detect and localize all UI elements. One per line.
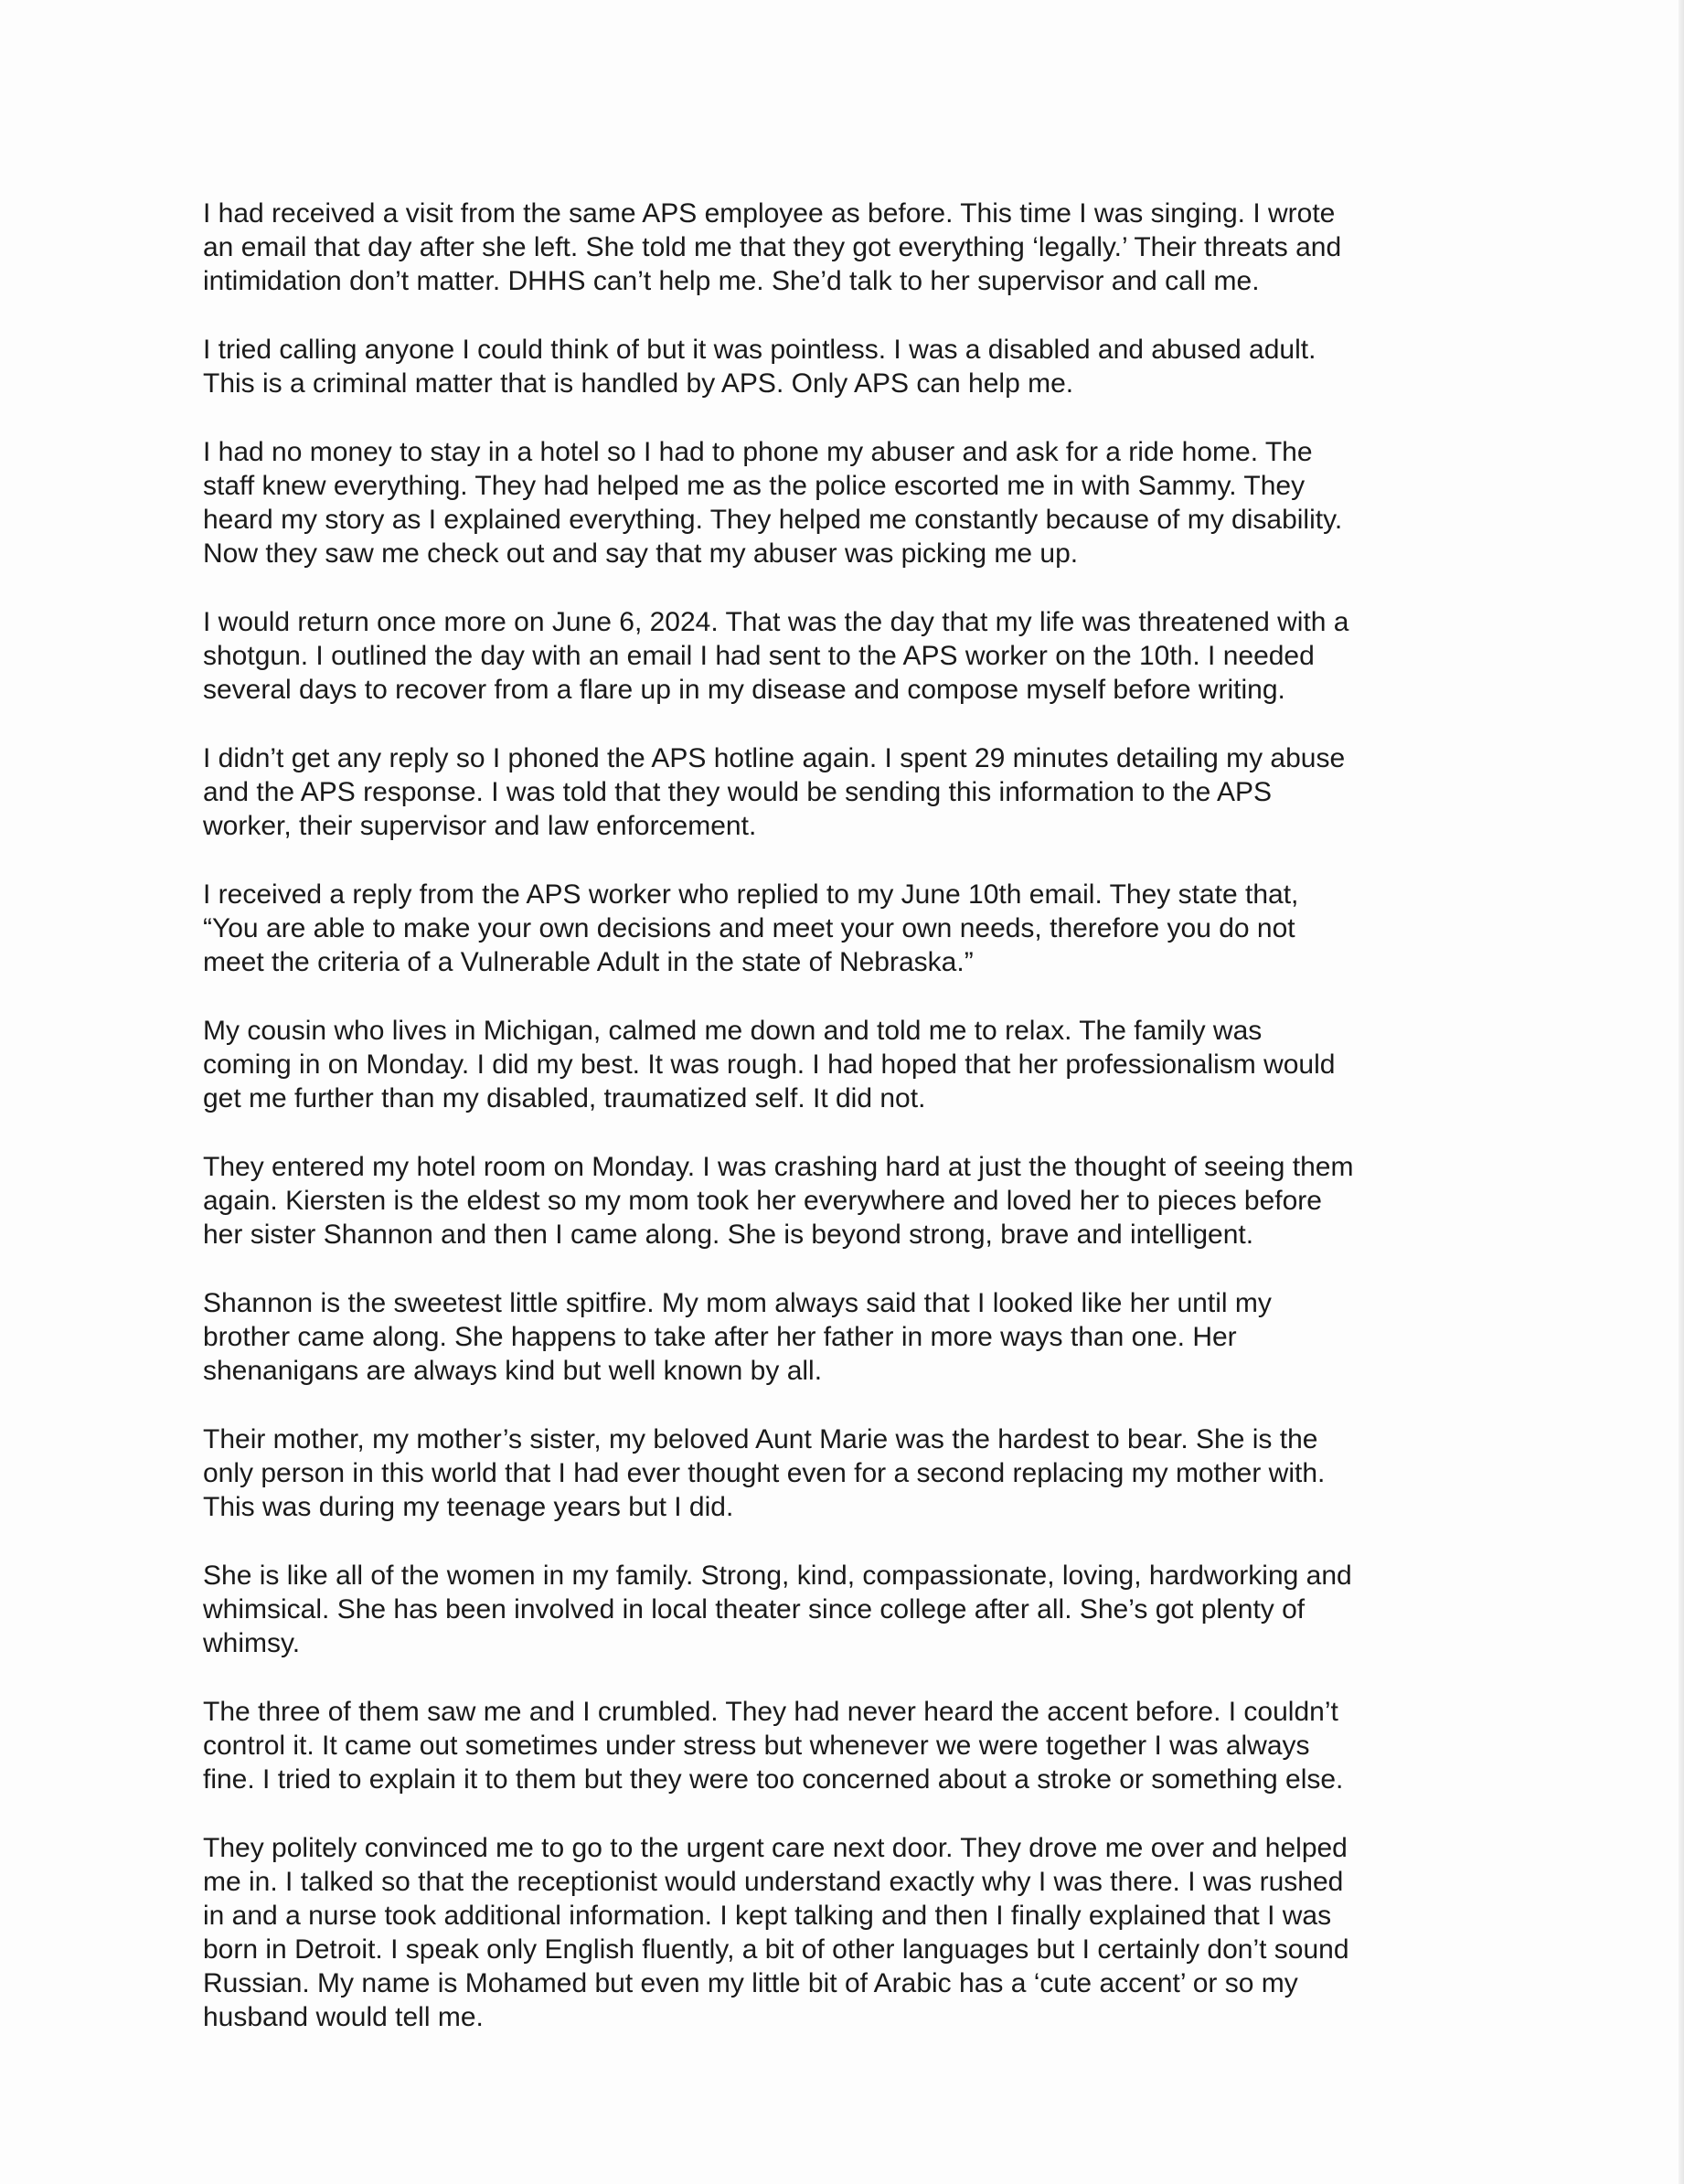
paragraph: I tried calling anyone I could think of but it was pointless. I was a disabled and abused adult. This is a criminal matter that is handled by APS. Only APS can help me. [203, 335, 1316, 399]
document-body [203, 197, 1519, 2069]
paragraph: They politely convinced me to go to the urgent care next door. They drove me over and helped me in. I talked so that the receptionist would understand exactly why I was there. I was rushed in and a nurse took additional information. I kept talking and then I finally explained that I was born in Detroit. I speak only English fluently, a bit of other languages but I certainly don’t sound Russian. My name is Mohamed but even my little bit of Arabic has a ‘cute accent’ or so my husband would tell me. [203, 1833, 1349, 2032]
paragraph: She is like all of the women in my family. Strong, kind, compassionate, loving, hardworking and whimsical. She has been involved in local theater since college after all. She’s got plenty of whimsy. [203, 1561, 1352, 1658]
paragraph: My cousin who lives in Michigan, calmed me down and told me to relax. The family was coming in on Monday. I did my best. It was rough. I had hoped that her professionalism would get me further than my disabled, traumatized self. It did not. [203, 1016, 1336, 1113]
scan-edge [1679, 0, 1684, 2184]
paragraph: They entered my hotel room on Monday. I was crashing hard at just the thought of seeing them again. Kiersten is the eldest so my mom took her everywhere and loved her to pieces before her sister Shannon and then I came along. She is beyond strong, brave and intelligent. [203, 1152, 1354, 1250]
paragraph: I didn’t get any reply so I phoned the APS hotline again. I spent 29 minutes detailing my abuse and the APS response. I was told that they would be sending this information to the APS worker, their supervisor and law enforcement. [203, 743, 1346, 841]
paragraph: I received a reply from the APS worker who replied to my June 10th email. They state that, “You are able to make your own decisions and meet your own needs, therefore you do not meet the criteria of a Vulnerable Adult in the state of Nebraska.” [203, 879, 1299, 977]
paragraph: Shannon is the sweetest little spitfire. My mom always said that I looked like her until my brother came along. She happens to take after her father in more ways than one. Her shenanigans are always kind but well known by all. [203, 1288, 1272, 1386]
paragraph: I had received a visit from the same APS employee as before. This time I was singing. I wrote an email that day after she left. She told me that they got everything ‘legally.’ Their threats and intimidation don’t matter. DHHS can’t help me. She’d talk to her supervisor and call me. [203, 198, 1342, 296]
paragraph: I had no money to stay in a hotel so I had to phone my abuser and ask for a ride home. The staff knew everything. They had helped me as the police escorted me in with Sammy. They heard my story as I explained everything. They helped me constantly because of my disability. Now they saw me check out and say that my abuser was picking me up. [203, 437, 1343, 569]
paragraph: The three of them saw me and I crumbled. They had never heard the accent before. I couldn’t control it. It came out sometimes under stress but whenever we were together I was always fine. I tried to explain it to them but they were too concerned about a stroke or something else. [203, 1697, 1344, 1795]
paragraph: Their mother, my mother’s sister, my beloved Aunt Marie was the hardest to bear. She is the only person in this world that I had ever thought even for a second replacing my mother with. This was during my teenage years but I did. [203, 1424, 1326, 1522]
paragraph: I would return once more on June 6, 2024. That was the day that my life was threatened with a shotgun. I outlined the day with an email I had sent to the APS worker on the 10th. I needed several days to recover from a flare up in my disease and compose myself before writing. [203, 607, 1349, 705]
